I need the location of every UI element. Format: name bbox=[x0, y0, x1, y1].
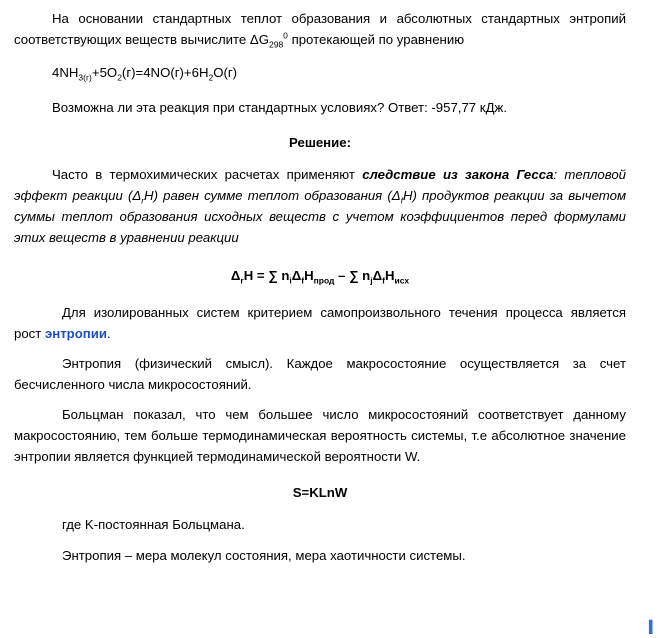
reaction-equation: $4NH_{3(г)}+5O_2(г)=4NO(г)+6H_2O(г)$ bbox=[52, 65, 238, 83]
entropy-measure: Энтропия – мера молекул состояния, мера хаотичности системы. bbox=[62, 548, 466, 563]
entropy-meaning: Энтропия (физический смысл). Каждое макросостояние осуществляется за счет бесчисленного числа микросостояний. bbox=[14, 356, 626, 392]
solution-heading: Решение: bbox=[289, 135, 351, 150]
hess-paragraph: Часто в термохимических расчетах применяют следствие из закона Гесса: тепловой эффект реакции $(\Delta_rH)$ равен сумме теплот образования $(\Delta_fH)$ продуктов реакции за вычетом суммы теплот образования исходных веществ с учетом коэффициентов перед формулами этих веществ в уравнении реакции bbox=[14, 167, 626, 245]
entropy-link[interactable]: энтропии bbox=[44, 326, 107, 341]
boltzmann-formula: S=KLnW bbox=[292, 485, 348, 500]
entropy-intro: Для изолированных систем критерием самопроизвольного течения процесса является рост энтропии. bbox=[14, 305, 626, 341]
boltzmann-paragraph: Больцман показал, что чем большее число микросостояний соответствует данному макросостоянию, тем больше термодинамическая вероятность системы, т.е абсолютное значение энтропии является функцией термодинамической вероятности W. bbox=[14, 407, 626, 464]
task-intro: На основании стандартных теплот образования и абсолютных стандартных энтропий соответствующих веществ вычислите $\Delta G_{298}^0$ протекающей по уравнению bbox=[14, 11, 626, 50]
hess-formula: $\Delta_rH$ = ∑ $n_i\Delta_fH_{прод}$ – ∑ $n_j\Delta_fH_{исх}$ bbox=[230, 268, 410, 286]
task-question: Возможна ли эта реакция при стандартных условиях? Ответ: -957,77 кДж. bbox=[52, 100, 507, 115]
boltzmann-constant-note: где K-постоянная Больцмана. bbox=[62, 517, 245, 532]
corner-mark-icon: ▍ bbox=[649, 620, 658, 634]
